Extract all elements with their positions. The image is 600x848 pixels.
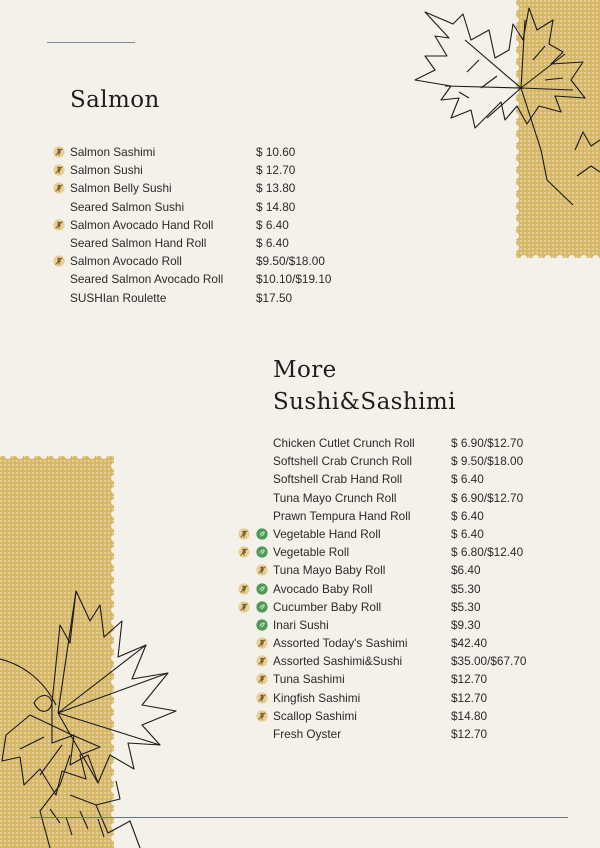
wheat-crossed-icon (53, 164, 65, 176)
maple-leaf-illustration-top (405, 0, 600, 205)
menu-item-price: $ 10.60 (256, 145, 296, 159)
menu-item-price: $35.00/$67.70 (451, 654, 527, 669)
menu-item-price: $12.70 (451, 727, 488, 741)
menu-item-name: Salmon Sashimi (70, 145, 156, 159)
menu-item-name: Prawn Tempura Hand Roll (273, 508, 411, 523)
section-title-more-sushi-sashimi (273, 354, 456, 418)
leaf-icon (256, 528, 268, 540)
wheat-crossed-icon (238, 546, 250, 558)
menu-item-name: Seared Salmon Avocado Roll (70, 272, 224, 287)
menu-item-price: $ 6.80/$12.40 (451, 545, 524, 560)
menu-item-name: Cucumber Baby Roll (273, 599, 382, 614)
leaf-icon (256, 583, 268, 595)
menu-item-price: $12.70 (451, 690, 488, 705)
menu-item-name: Salmon Belly Sushi (70, 181, 172, 196)
menu-item-price: $10.10/$19.10 (256, 272, 332, 287)
wheat-crossed-icon (238, 583, 250, 595)
menu-item-price: $ 6.40 (256, 235, 289, 250)
menu-item-price: $9.50/$18.00 (256, 254, 325, 269)
menu-item-name: Seared Salmon Hand Roll (70, 235, 207, 250)
menu-item-price: $9.30 (451, 617, 481, 632)
menu-item-price: $ 9.50/$18.00 (451, 454, 524, 469)
menu-item-price: $42.40 (451, 636, 488, 651)
leaf-icon (256, 619, 268, 631)
wheat-crossed-icon (256, 710, 268, 722)
menu-item-price: $17.50 (256, 290, 293, 305)
menu-item-price: $12.70 (451, 672, 488, 687)
menu-item-name: Salmon Avocado Hand Roll (70, 217, 214, 232)
wheat-crossed-icon (53, 146, 65, 158)
menu-item-name: Chicken Cutlet Crunch Roll (273, 436, 415, 450)
menu-item-price: $ 12.70 (256, 163, 296, 178)
menu-item-name: Softshell Crab Crunch Roll (273, 454, 412, 469)
top-divider (47, 42, 135, 43)
wheat-crossed-icon (238, 601, 250, 613)
maple-leaf-illustration-bottom (0, 585, 190, 848)
menu-item-name: Scallop Sashimi (273, 708, 357, 723)
menu-item-price: $ 6.90/$12.70 (451, 436, 524, 450)
menu-item-price: $ 14.80 (256, 199, 296, 214)
menu-item-price: $6.40 (451, 563, 481, 578)
wheat-crossed-icon (238, 528, 250, 540)
wheat-crossed-icon (256, 564, 268, 576)
menu-item-name: Seared Salmon Sushi (70, 199, 185, 214)
section-title-line1: More (273, 357, 337, 383)
wheat-crossed-icon (256, 692, 268, 704)
leaf-icon (256, 546, 268, 558)
menu-item-name: Inari Sushi (273, 617, 329, 632)
wheat-crossed-icon (256, 655, 268, 667)
menu-item-price: $ 6.40 (451, 508, 484, 523)
menu-item-price: $5.30 (451, 599, 481, 614)
menu-item-price: $ 6.40 (256, 217, 289, 232)
menu-item-name: Assorted Today's Sashimi (273, 636, 408, 651)
wheat-crossed-icon (53, 182, 65, 194)
wheat-crossed-icon (53, 219, 65, 231)
menu-item-name: Salmon Avocado Roll (70, 254, 182, 269)
menu-item-name: Assorted Sashimi&Sushi (273, 654, 403, 669)
wheat-crossed-icon (256, 637, 268, 649)
menu-item-name: Tuna Mayo Crunch Roll (273, 490, 397, 505)
wheat-crossed-icon (53, 255, 65, 267)
menu-item-name: Kingfish Sashimi (273, 690, 361, 705)
menu-item-price: $ 13.80 (256, 181, 296, 196)
menu-item-name: Softshell Crab Hand Roll (273, 472, 403, 487)
menu-item-name: SUSHIan Roulette (70, 290, 167, 305)
menu-item-price: $ 6.90/$12.70 (451, 490, 524, 505)
menu-item-name: Fresh Oyster (273, 727, 342, 741)
menu-item-price: $5.30 (451, 581, 481, 596)
menu-item-name: Vegetable Hand Roll (273, 526, 381, 541)
menu-item-name: Avocado Baby Roll (273, 581, 373, 596)
bottom-divider (30, 817, 568, 818)
leaf-icon (256, 601, 268, 613)
menu-item-price: $ 6.40 (451, 526, 484, 541)
menu-item-price: $14.80 (451, 708, 488, 723)
section-title-line2: Sushi&Sashimi (273, 389, 456, 415)
section-title-salmon: Salmon (70, 87, 160, 113)
menu-item-name: Tuna Mayo Baby Roll (273, 563, 386, 578)
wheat-crossed-icon (256, 673, 268, 685)
menu-item-name: Salmon Sushi (70, 163, 143, 178)
menu-item-name: Vegetable Roll (273, 545, 350, 560)
menu-item-name: Tuna Sashimi (273, 672, 345, 687)
menu-item-price: $ 6.40 (451, 472, 484, 487)
